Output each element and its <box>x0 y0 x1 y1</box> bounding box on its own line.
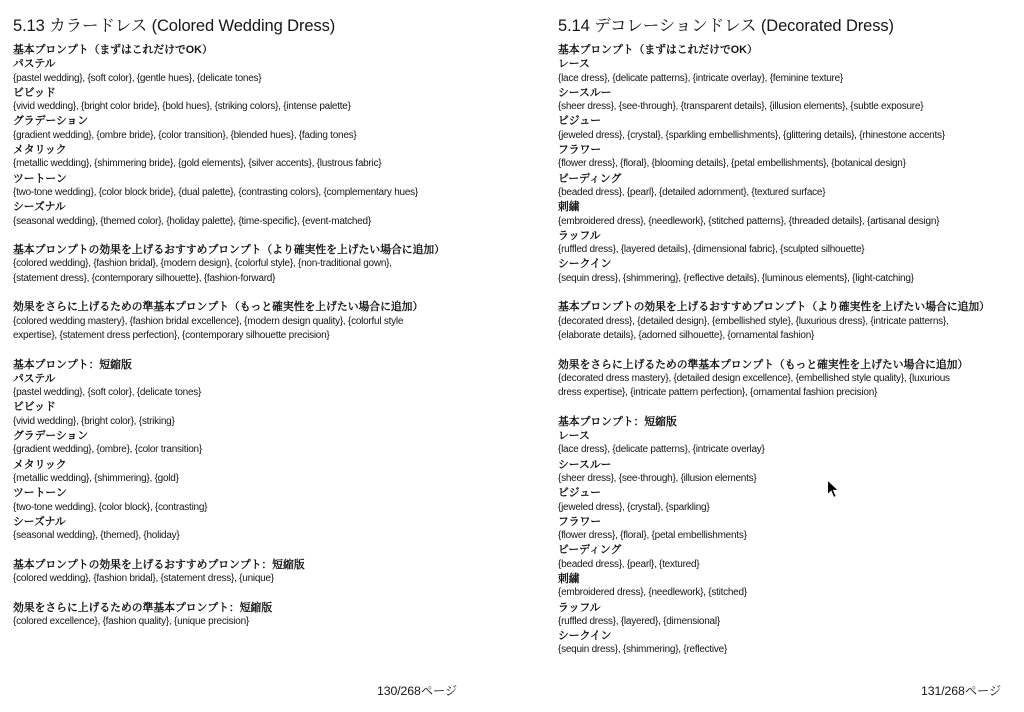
category-label: シースルー <box>558 458 612 471</box>
page-title: 5.14 デコレーションドレス (Decorated Dress) <box>558 17 894 35</box>
prompt-line: {jeweled dress}, {crystal}, {sparkling} <box>558 501 710 513</box>
category-label: ビジュー <box>558 487 601 500</box>
prompt-line: {decorated dress}, {detailed design}, {embellished style}, {luxurious dress}, {intricate patterns}, <box>558 315 949 327</box>
prompt-line: {pastel wedding}, {soft color}, {gentle hues}, {delicate tones} <box>13 72 262 84</box>
prompt-line: {gradient wedding}, {ombre}, {color transition} <box>13 444 202 456</box>
category-label: レース <box>558 430 590 443</box>
section-heading: 基本プロンプト（まずはこれだけでOK） <box>13 44 213 56</box>
category-label: パステル <box>13 58 56 71</box>
prompt-line: {colored wedding}, {fashion bridal}, {statement dress}, {unique} <box>13 572 274 584</box>
prompt-line: {jeweled dress}, {crystal}, {sparkling embellishments}, {glittering details}, {rhinestone accents} <box>558 129 945 141</box>
prompt-line: {vivid wedding}, {bright color}, {striking} <box>13 415 175 427</box>
prompt-line: {flower dress}, {floral}, {blooming details}, {petal embellishments}, {botanical design} <box>558 158 906 170</box>
category-label: シークイン <box>558 630 612 643</box>
category-label: ビビッド <box>13 401 56 414</box>
page-number: 130/268ページ <box>377 684 458 698</box>
prompt-line: dress expertise}, {intricate pattern perfection}, {ornamental fashion precision} <box>558 387 878 399</box>
prompt-line: {sheer dress}, {see-through}, {transparent details}, {illusion elements}, {subtle exposure} <box>558 101 924 113</box>
prompt-line: {vivid wedding}, {bright color bride}, {bold hues}, {striking colors}, {intense palette} <box>13 101 351 113</box>
page-130 <box>13 16 513 629</box>
category-label: フラワー <box>558 515 602 528</box>
prompt-line: {metallic wedding}, {shimmering}, {gold} <box>13 472 179 484</box>
prompt-line: {sheer dress}, {see-through}, {illusion elements} <box>558 472 757 484</box>
section-heading: 基本プロンプトの効果を上げるおすすめプロンプト（より確実性を上げたい場合に追加） <box>558 301 990 314</box>
category-label: 刺繍 <box>558 201 580 214</box>
prompt-line: {flower dress}, {floral}, {petal embellishments} <box>558 530 747 542</box>
prompt-line: {seasonal wedding}, {themed color}, {holiday palette}, {time-specific}, {event-matched} <box>13 215 371 227</box>
prompt-line: {embroidered dress}, {needlework}, {stitched patterns}, {threaded details}, {artisanal design} <box>558 215 940 227</box>
category-label: ラッフル <box>558 601 601 614</box>
prompt-line: {colored wedding mastery}, {fashion bridal excellence}, {modern design quality}, {colorful style <box>13 315 404 327</box>
prompt-line: expertise}, {statement dress perfection}, {contemporary silhouette precision} <box>13 329 330 341</box>
category-label: ラッフル <box>558 229 601 242</box>
prompt-line: {decorated dress mastery}, {detailed design excellence}, {embellished style quality}, {luxurious <box>558 372 950 384</box>
category-label: パステル <box>13 372 56 385</box>
prompt-line: {beaded dress}, {pearl}, {textured} <box>558 558 700 570</box>
prompt-line: {lace dress}, {delicate patterns}, {intricate overlay}, {feminine texture} <box>558 72 844 84</box>
prompt-line: {ruffled dress}, {layered details}, {dimensional fabric}, {sculpted silhouette} <box>558 244 865 256</box>
category-label: シークイン <box>558 258 612 271</box>
category-label: シースルー <box>558 86 612 99</box>
section-heading: 効果をさらに上げるための準基本プロンプト（もっと確実性を上げたい場合に追加） <box>558 358 969 371</box>
prompt-line: {gradient wedding}, {ombre bride}, {color transition}, {blended hues}, {fading tones} <box>13 129 357 141</box>
page-title: 5.13 カラードレス (Colored Wedding Dress) <box>13 17 336 35</box>
category-label: レース <box>558 58 590 71</box>
prompt-line: {ruffled dress}, {layered}, {dimensional} <box>558 615 720 627</box>
category-label: ツートーン <box>13 487 67 500</box>
prompt-line: {pastel wedding}, {soft color}, {delicate tones} <box>13 387 202 399</box>
section-heading: 効果をさらに上げるための準基本プロンプト（もっと確実性を上げたい場合に追加） <box>13 301 424 314</box>
section-heading: 基本プロンプトの効果を上げるおすすめプロンプト（より確実性を上げたい場合に追加） <box>13 244 445 257</box>
category-label: シーズナル <box>13 515 66 528</box>
category-label: メタリック <box>13 458 67 471</box>
section-heading: 基本プロンプト：短縮版 <box>558 415 677 428</box>
prompt-line: {metallic wedding}, {shimmering bride}, {gold elements}, {silver accents}, {lustrous fabric} <box>13 158 382 170</box>
prompt-line: {colored excellence}, {fashion quality}, {unique precision} <box>13 615 249 627</box>
prompt-line: {elaborate details}, {adorned silhouette}, {ornamental fashion} <box>558 329 815 341</box>
prompt-line: {two-tone wedding}, {color block bride}, {dual palette}, {contrasting colors}, {complementary hues} <box>13 186 418 198</box>
category-label: ビーディング <box>558 172 622 185</box>
section-heading: 基本プロンプト：短縮版 <box>13 358 132 371</box>
page-body <box>13 43 513 629</box>
prompt-line: {beaded dress}, {pearl}, {detailed adornment}, {textured surface} <box>558 186 826 198</box>
page-number: 131/268ページ <box>921 684 1002 698</box>
prompt-line: {embroidered dress}, {needlework}, {stitched} <box>558 587 747 599</box>
page-body <box>558 43 1022 658</box>
category-label: ツートーン <box>13 172 67 185</box>
category-label: メタリック <box>13 144 67 157</box>
prompt-line: {sequin dress}, {shimmering}, {reflective details}, {luminous elements}, {light-catching} <box>558 272 914 284</box>
category-label: グラデーション <box>13 430 89 443</box>
category-label: ビビッド <box>13 86 56 99</box>
prompt-line: {two-tone wedding}, {color block}, {contrasting} <box>13 501 208 513</box>
category-label: 刺繍 <box>558 572 580 585</box>
prompt-line: {seasonal wedding}, {themed}, {holiday} <box>13 530 180 542</box>
section-heading: 基本プロンプトの効果を上げるおすすめプロンプト：短縮版 <box>13 558 305 571</box>
prompt-line: {colored wedding}, {fashion bridal}, {modern design}, {colorful style}, {non-traditional gown}, <box>13 258 392 270</box>
prompt-line: {sequin dress}, {shimmering}, {reflective} <box>558 644 728 656</box>
section-heading: 基本プロンプト（まずはこれだけでOK） <box>558 44 758 56</box>
section-heading: 効果をさらに上げるための準基本プロンプト：短縮版 <box>13 601 273 614</box>
category-label: グラデーション <box>13 115 89 128</box>
category-label: ビーディング <box>558 544 622 557</box>
category-label: フラワー <box>558 144 602 157</box>
category-label: シーズナル <box>13 201 66 214</box>
prompt-line: {statement dress}, {contemporary silhouette}, {fashion-forward} <box>13 272 276 284</box>
category-label: ビジュー <box>558 115 601 128</box>
prompt-line: {lace dress}, {delicate patterns}, {intricate overlay} <box>558 444 765 456</box>
page-131 <box>558 16 1022 658</box>
